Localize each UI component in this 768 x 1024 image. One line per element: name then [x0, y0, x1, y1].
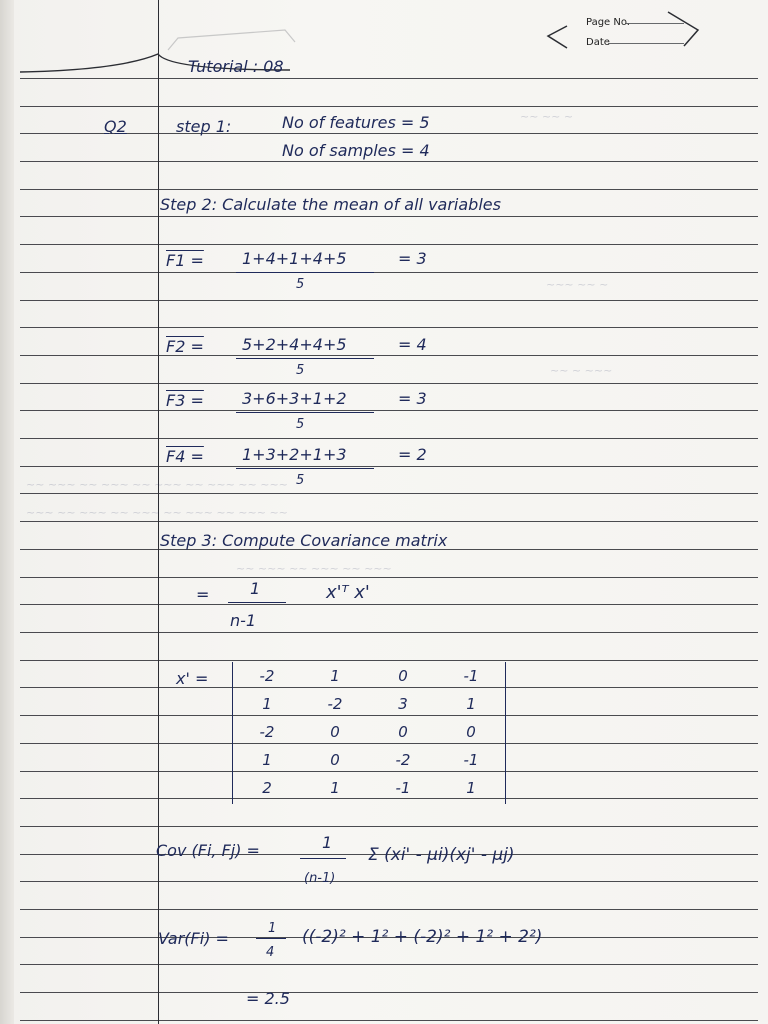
matrix-label: x' =: [176, 669, 209, 688]
mean-denominator: 5: [296, 363, 305, 378]
ruled-line: [20, 438, 758, 439]
ruled-line: [20, 660, 758, 661]
matrix-cell: 1: [262, 695, 272, 713]
mean-label: F2 =: [166, 337, 204, 356]
mean-denominator: 5: [296, 473, 305, 488]
cov-numerator: 1: [322, 833, 333, 852]
matrix-cell: 0: [466, 723, 476, 741]
mean-numerator: 1+4+1+4+5: [242, 249, 347, 268]
ruled-line: [20, 1020, 758, 1021]
matrix-row: [233, 718, 505, 746]
ruled-line: [20, 410, 758, 411]
mean-denominator: 5: [296, 417, 305, 432]
matrix-cell: 1: [262, 751, 272, 769]
formula-fraction-bar: [228, 602, 286, 603]
mean-numerator: 3+6+3+1+2: [242, 389, 347, 408]
show-through-mark: ~~ ~~ ~: [520, 110, 574, 123]
matrix-row: [233, 662, 505, 690]
ruled-line: [20, 133, 758, 134]
matrix-cell: 2: [262, 779, 272, 797]
mean-result: = 4: [398, 335, 427, 354]
matrix-row: [233, 774, 505, 802]
show-through-mark: ~~ ~ ~~~: [550, 364, 613, 377]
ruled-line: [20, 106, 758, 107]
step1-samples: No of samples = 4: [282, 141, 430, 160]
matrix-cell: -2: [259, 667, 275, 685]
ruled-line: [20, 521, 758, 522]
matrix-cell: -1: [463, 751, 479, 769]
matrix-cell: 1: [330, 779, 340, 797]
mean-result: = 2: [398, 445, 427, 464]
show-through-mark: ~~~ ~~ ~: [546, 278, 609, 291]
mean-result: = 3: [398, 389, 427, 408]
ruled-line: [20, 577, 758, 578]
mean-fraction-bar: [236, 272, 374, 273]
ruled-line: [20, 964, 758, 965]
ruled-line: [20, 992, 758, 993]
formula-rhs: x'ᵀ x': [326, 582, 370, 603]
var-result: = 2.5: [246, 989, 290, 1008]
cov-denominator: (n-1): [304, 871, 336, 886]
matrix-cell: 0: [398, 667, 408, 685]
matrix-cell: 1: [466, 779, 476, 797]
formula-numerator: 1: [250, 579, 261, 598]
matrix-cell: 0: [398, 723, 408, 741]
mean-numerator: 5+2+4+4+5: [242, 335, 347, 354]
show-through-mark: ~~~ ~~ ~~~ ~~ ~~~ ~~ ~~~ ~~ ~~~ ~~: [26, 506, 288, 519]
step3-text: Step 3: Compute Covariance matrix: [160, 531, 448, 550]
ruled-line: [20, 632, 758, 633]
matrix-cell: -1: [463, 667, 479, 685]
ruled-line: [20, 216, 758, 217]
var-rhs: ((-2)² + 1² + (-2)² + 1² + 2²): [302, 927, 543, 947]
page-title: Tutorial : 08: [188, 57, 284, 76]
matrix-cell: -2: [395, 751, 411, 769]
matrix-x-prime: [232, 662, 506, 804]
mean-label: F3 =: [166, 391, 204, 410]
matrix-cell: 3: [398, 695, 408, 713]
page-binding: [0, 0, 14, 1024]
ruled-line: [20, 383, 758, 384]
show-through-mark: ~~ ~~~ ~~ ~~~ ~~ ~~~: [236, 562, 392, 575]
matrix-cell: 1: [466, 695, 476, 713]
formula-equals: =: [196, 585, 210, 604]
var-numerator: 1: [268, 921, 277, 936]
matrix-cell: -1: [395, 779, 411, 797]
step2-text: Step 2: Calculate the mean of all variables: [160, 195, 501, 214]
ruled-line: [20, 604, 758, 605]
ruled-line: [20, 826, 758, 827]
ruled-line: [20, 909, 758, 910]
mean-fraction-bar: [236, 412, 374, 413]
ruled-line: [20, 327, 758, 328]
ruled-line: [20, 881, 758, 882]
formula-denominator: n-1: [230, 611, 257, 630]
mean-fraction-bar: [236, 468, 374, 469]
page-no-label: Page No.: [586, 17, 630, 28]
ruled-line: [20, 300, 758, 301]
mean-result: = 3: [398, 249, 427, 268]
mean-label: F1 =: [166, 251, 204, 270]
var-lhs: Var(Fi) =: [158, 929, 229, 948]
cov-fraction-bar: [300, 858, 346, 859]
ruled-line: [20, 272, 758, 273]
ruled-line: [20, 355, 758, 356]
var-denominator: 4: [266, 945, 275, 960]
matrix-row: [233, 746, 505, 774]
step1-features: No of features = 5: [282, 113, 430, 132]
matrix-cell: -2: [327, 695, 343, 713]
step1-label: step 1:: [176, 117, 232, 136]
mean-denominator: 5: [296, 277, 305, 292]
mean-numerator: 1+3+2+1+3: [242, 445, 347, 464]
cov-rhs: Σ (xi' - μi)(xj' - μj): [368, 845, 515, 865]
ruled-line: [20, 161, 758, 162]
var-fraction-bar: [256, 938, 286, 939]
mean-label: F4 =: [166, 447, 204, 466]
ruled-line: [20, 189, 758, 190]
matrix-cell: 0: [330, 751, 340, 769]
cov-lhs: Cov (Fi, Fj) =: [156, 841, 260, 860]
ruled-line: [20, 493, 758, 494]
question-number: Q2: [104, 117, 127, 136]
matrix-cell: 0: [330, 723, 340, 741]
matrix-row: [233, 690, 505, 718]
date-label: Date: [586, 37, 610, 48]
ruled-line: [20, 466, 758, 467]
mean-fraction-bar: [236, 358, 374, 359]
matrix-cell: 1: [330, 667, 340, 685]
ruled-line: [20, 244, 758, 245]
show-through-mark: ~~ ~~~ ~~ ~~~ ~~ ~~~ ~~ ~~~ ~~ ~~~: [26, 478, 288, 491]
matrix-cell: -2: [259, 723, 275, 741]
